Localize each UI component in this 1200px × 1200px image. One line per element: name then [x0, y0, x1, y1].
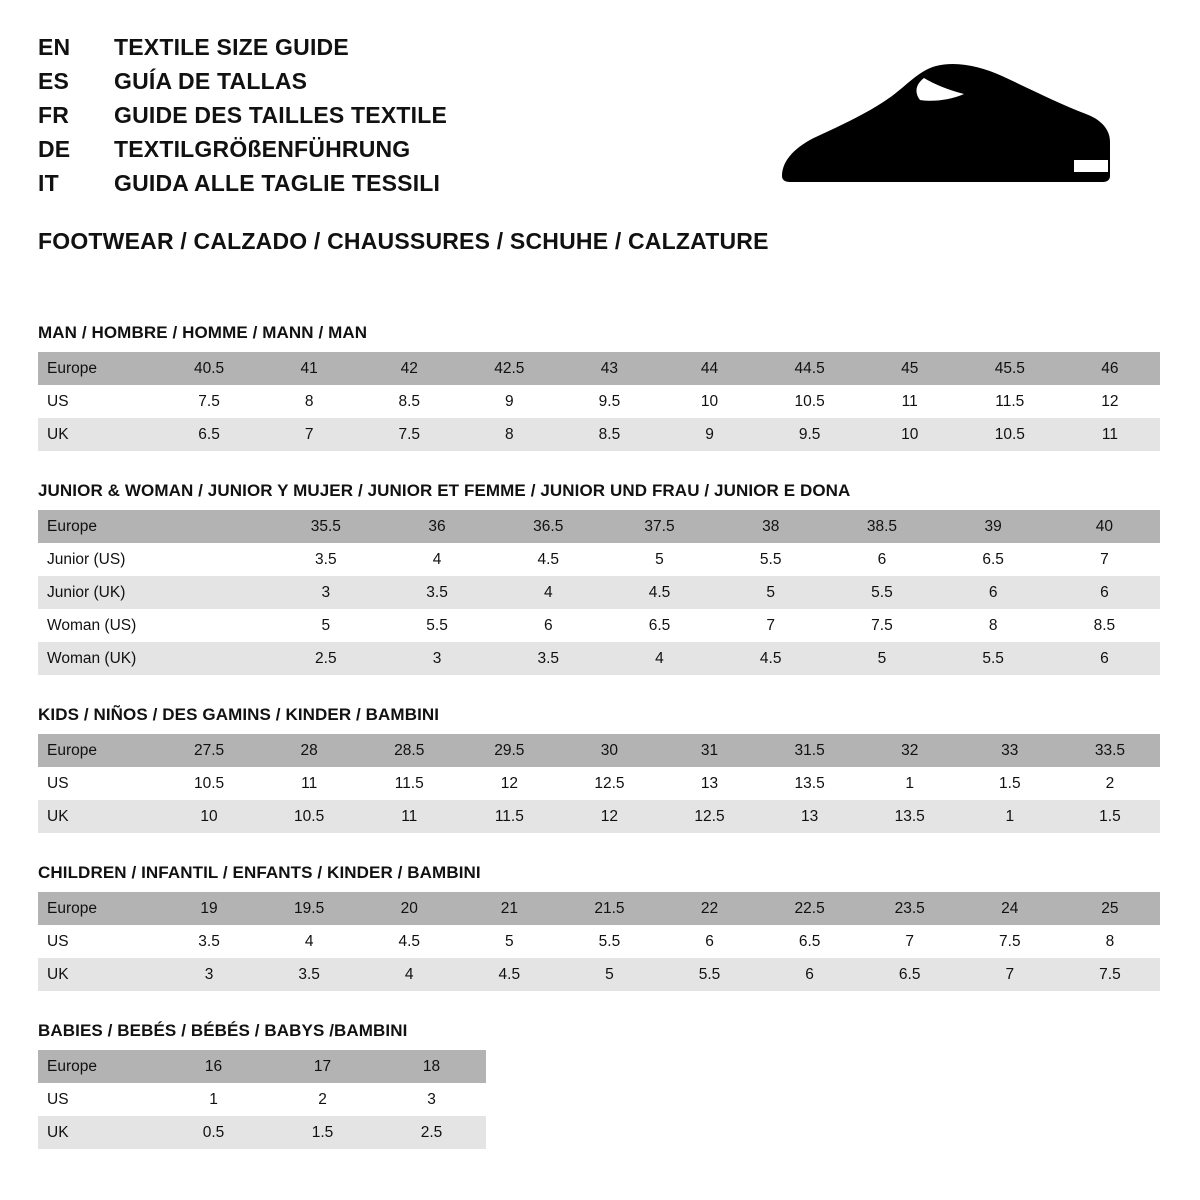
- cell: 5: [604, 543, 715, 576]
- cell: 2: [268, 1083, 377, 1116]
- cell: 21: [459, 892, 559, 925]
- cell: 4: [359, 958, 459, 991]
- cell: 2.5: [270, 642, 381, 675]
- cell: 3.5: [259, 958, 359, 991]
- cell: 12.5: [559, 767, 659, 800]
- cell: 0.5: [159, 1116, 268, 1149]
- cell: 46: [1060, 352, 1160, 385]
- cell: 3.5: [493, 642, 604, 675]
- cell: 6: [659, 925, 759, 958]
- cell: 31: [659, 734, 759, 767]
- page-header: [38, 34, 1162, 204]
- cell: 28.5: [359, 734, 459, 767]
- language-code: ES: [38, 68, 70, 94]
- language-code: EN: [38, 34, 71, 60]
- row-label: UK: [38, 958, 159, 991]
- section-junior-woman: [38, 481, 1162, 675]
- cell: [159, 510, 270, 543]
- cell: 1: [860, 767, 960, 800]
- cell: 1.5: [960, 767, 1060, 800]
- cell: 10.5: [259, 800, 359, 833]
- cell: 18: [377, 1050, 486, 1083]
- cell: 12.5: [659, 800, 759, 833]
- table-row: [38, 576, 1160, 609]
- table-row: [38, 734, 1160, 767]
- cell: 36.5: [493, 510, 604, 543]
- cell: 22.5: [760, 892, 860, 925]
- cell: 42: [359, 352, 459, 385]
- cell: 11.5: [359, 767, 459, 800]
- language-title-list: [38, 34, 447, 204]
- language-title: TEXTILGRÖßENFÜHRUNG: [114, 136, 411, 162]
- table-row: [38, 767, 1160, 800]
- cell: 13: [659, 767, 759, 800]
- cell: 11.5: [960, 385, 1060, 418]
- row-label: US: [38, 385, 159, 418]
- cell: 33.5: [1060, 734, 1160, 767]
- cell: 3.5: [270, 543, 381, 576]
- language-row-es: [38, 68, 447, 95]
- row-label: Woman (US): [38, 609, 159, 642]
- table-row: [38, 385, 1160, 418]
- cell: 1: [159, 1083, 268, 1116]
- cell: 3.5: [159, 925, 259, 958]
- row-label: Europe: [38, 510, 159, 543]
- row-label: Europe: [38, 734, 159, 767]
- cell: 5.5: [938, 642, 1049, 675]
- cell: 5.5: [715, 543, 826, 576]
- cell: 7: [259, 418, 359, 451]
- cell: 11: [259, 767, 359, 800]
- cell: 13: [760, 800, 860, 833]
- table-row: [38, 958, 1160, 991]
- language-title: GUÍA DE TALLAS: [114, 68, 308, 94]
- cell: 12: [459, 767, 559, 800]
- row-label: Europe: [38, 1050, 159, 1083]
- cell: 23.5: [860, 892, 960, 925]
- cell: 5: [826, 642, 937, 675]
- dress-shoe-icon: [754, 34, 1162, 190]
- cell: 5.5: [826, 576, 937, 609]
- cell: 8: [459, 418, 559, 451]
- cell: 10: [659, 385, 759, 418]
- cell: 2: [1060, 767, 1160, 800]
- cell: 6.5: [938, 543, 1049, 576]
- cell: 9: [659, 418, 759, 451]
- size-table-man: [38, 352, 1160, 451]
- language-title: GUIDE DES TAILLES TEXTILE: [114, 102, 447, 128]
- cell: 6.5: [604, 609, 715, 642]
- language-code: FR: [38, 102, 70, 128]
- cell: 8: [938, 609, 1049, 642]
- cell: 45.5: [960, 352, 1060, 385]
- cell: 10.5: [159, 767, 259, 800]
- cell: 44.5: [760, 352, 860, 385]
- cell: 3: [270, 576, 381, 609]
- cell: 4: [381, 543, 492, 576]
- section-title: JUNIOR & WOMAN / JUNIOR Y MUJER / JUNIOR ET FEMME / JUNIOR UND FRAU / JUNIOR E DONA: [38, 481, 851, 500]
- size-table-babies: [38, 1050, 486, 1149]
- language-row-it: [38, 170, 447, 197]
- cell: 33: [960, 734, 1060, 767]
- cell: 7: [860, 925, 960, 958]
- cell: 9: [459, 385, 559, 418]
- row-label: UK: [38, 418, 159, 451]
- language-title: GUIDA ALLE TAGLIE TESSILI: [114, 170, 441, 196]
- row-label: US: [38, 925, 159, 958]
- section-title: KIDS / NIÑOS / DES GAMINS / KINDER / BAMBINI: [38, 705, 440, 724]
- cell: 4.5: [359, 925, 459, 958]
- section-title: MAN / HOMBRE / HOMME / MANN / MAN: [38, 323, 368, 342]
- cell: 7.5: [159, 385, 259, 418]
- cell: 11: [1060, 418, 1160, 451]
- language-code: IT: [38, 170, 59, 196]
- language-code: DE: [38, 136, 71, 162]
- row-label: UK: [38, 1116, 159, 1149]
- section-babies: [38, 1021, 1162, 1149]
- cell: 5: [459, 925, 559, 958]
- cell: 5.5: [659, 958, 759, 991]
- cell: 16: [159, 1050, 268, 1083]
- cell: 8: [1060, 925, 1160, 958]
- row-label: Woman (UK): [38, 642, 159, 675]
- cell: 7.5: [359, 418, 459, 451]
- cell: [159, 576, 270, 609]
- cell: 32: [860, 734, 960, 767]
- table-row: [38, 800, 1160, 833]
- cell: 6: [938, 576, 1049, 609]
- language-row-fr: [38, 102, 447, 129]
- cell: 5: [559, 958, 659, 991]
- cell: 8: [259, 385, 359, 418]
- cell: 4: [259, 925, 359, 958]
- cell: 4.5: [493, 543, 604, 576]
- language-row-de: [38, 136, 447, 163]
- cell: [159, 543, 270, 576]
- cell: 6: [760, 958, 860, 991]
- cell: 3.5: [381, 576, 492, 609]
- cell: 19.5: [259, 892, 359, 925]
- cell: 6: [1049, 576, 1160, 609]
- size-table-kids: [38, 734, 1160, 833]
- cell: 39: [938, 510, 1049, 543]
- row-label: UK: [38, 800, 159, 833]
- language-row-en: [38, 34, 447, 61]
- cell: 24: [960, 892, 1060, 925]
- cell: 5: [270, 609, 381, 642]
- cell: 40.5: [159, 352, 259, 385]
- cell: 11: [860, 385, 960, 418]
- row-label: Europe: [38, 892, 159, 925]
- cell: 7: [960, 958, 1060, 991]
- cell: 11: [359, 800, 459, 833]
- size-table-children: [38, 892, 1160, 991]
- cell: 6: [826, 543, 937, 576]
- cell: 40: [1049, 510, 1160, 543]
- cell: 4.5: [604, 576, 715, 609]
- cell: 2.5: [377, 1116, 486, 1149]
- cell: 5: [715, 576, 826, 609]
- section-title: CHILDREN / INFANTIL / ENFANTS / KINDER / BAMBINI: [38, 863, 481, 882]
- cell: 31.5: [760, 734, 860, 767]
- cell: 27.5: [159, 734, 259, 767]
- cell: 44: [659, 352, 759, 385]
- row-label: Europe: [38, 352, 159, 385]
- table-row: [38, 543, 1160, 576]
- section-title: BABIES / BEBÉS / BÉBÉS / BABYS /BAMBINI: [38, 1021, 408, 1040]
- table-row: [38, 510, 1160, 543]
- table-row: [38, 352, 1160, 385]
- cell: 8.5: [1049, 609, 1160, 642]
- cell: 7: [715, 609, 826, 642]
- cell: 7.5: [826, 609, 937, 642]
- table-row: [38, 609, 1160, 642]
- table-row: [38, 1083, 486, 1116]
- cell: 10.5: [960, 418, 1060, 451]
- row-label: US: [38, 1083, 159, 1116]
- cell: 10: [860, 418, 960, 451]
- cell: 3: [159, 958, 259, 991]
- cell: 17: [268, 1050, 377, 1083]
- cell: 4: [493, 576, 604, 609]
- section-kids: [38, 705, 1162, 833]
- cell: 13.5: [860, 800, 960, 833]
- cell: 1: [960, 800, 1060, 833]
- cell: [159, 642, 270, 675]
- cell: 36: [381, 510, 492, 543]
- row-label: US: [38, 767, 159, 800]
- table-row: [38, 1050, 486, 1083]
- table-row: [38, 642, 1160, 675]
- cell: 38.5: [826, 510, 937, 543]
- cell: 13.5: [760, 767, 860, 800]
- cell: 21.5: [559, 892, 659, 925]
- language-title: TEXTILE SIZE GUIDE: [114, 34, 349, 60]
- cell: 28: [259, 734, 359, 767]
- table-row: [38, 925, 1160, 958]
- cell: 38: [715, 510, 826, 543]
- cell: 6.5: [760, 925, 860, 958]
- cell: 12: [1060, 385, 1160, 418]
- cell: 8.5: [559, 418, 659, 451]
- cell: 41: [259, 352, 359, 385]
- cell: 5.5: [559, 925, 659, 958]
- table-row: [38, 892, 1160, 925]
- cell: 3: [377, 1083, 486, 1116]
- cell: [159, 609, 270, 642]
- table-row: [38, 418, 1160, 451]
- cell: 42.5: [459, 352, 559, 385]
- cell: 12: [559, 800, 659, 833]
- cell: 37.5: [604, 510, 715, 543]
- section-children: [38, 863, 1162, 991]
- cell: 8.5: [359, 385, 459, 418]
- cell: 4.5: [459, 958, 559, 991]
- footwear-category-title: FOOTWEAR / CALZADO / CHAUSSURES / SCHUHE / CALZATURE: [38, 228, 769, 254]
- cell: 9.5: [559, 385, 659, 418]
- cell: 7: [1049, 543, 1160, 576]
- cell: 9.5: [760, 418, 860, 451]
- cell: 4.5: [715, 642, 826, 675]
- cell: 1.5: [268, 1116, 377, 1149]
- cell: 22: [659, 892, 759, 925]
- cell: 10: [159, 800, 259, 833]
- cell: 20: [359, 892, 459, 925]
- cell: 6.5: [159, 418, 259, 451]
- row-label: Junior (US): [38, 543, 159, 576]
- cell: 6: [1049, 642, 1160, 675]
- cell: 1.5: [1060, 800, 1160, 833]
- cell: 35.5: [270, 510, 381, 543]
- table-row: [38, 1116, 486, 1149]
- cell: 4: [604, 642, 715, 675]
- cell: 43: [559, 352, 659, 385]
- cell: 7.5: [960, 925, 1060, 958]
- section-man: [38, 323, 1162, 451]
- cell: 5.5: [381, 609, 492, 642]
- cell: 6.5: [860, 958, 960, 991]
- cell: 11.5: [459, 800, 559, 833]
- cell: 6: [493, 609, 604, 642]
- cell: 10.5: [760, 385, 860, 418]
- cell: 25: [1060, 892, 1160, 925]
- size-table-junior-woman: [38, 510, 1160, 675]
- cell: 45: [860, 352, 960, 385]
- cell: 7.5: [1060, 958, 1160, 991]
- cell: 30: [559, 734, 659, 767]
- row-label: Junior (UK): [38, 576, 159, 609]
- cell: 29.5: [459, 734, 559, 767]
- cell: 3: [381, 642, 492, 675]
- cell: 19: [159, 892, 259, 925]
